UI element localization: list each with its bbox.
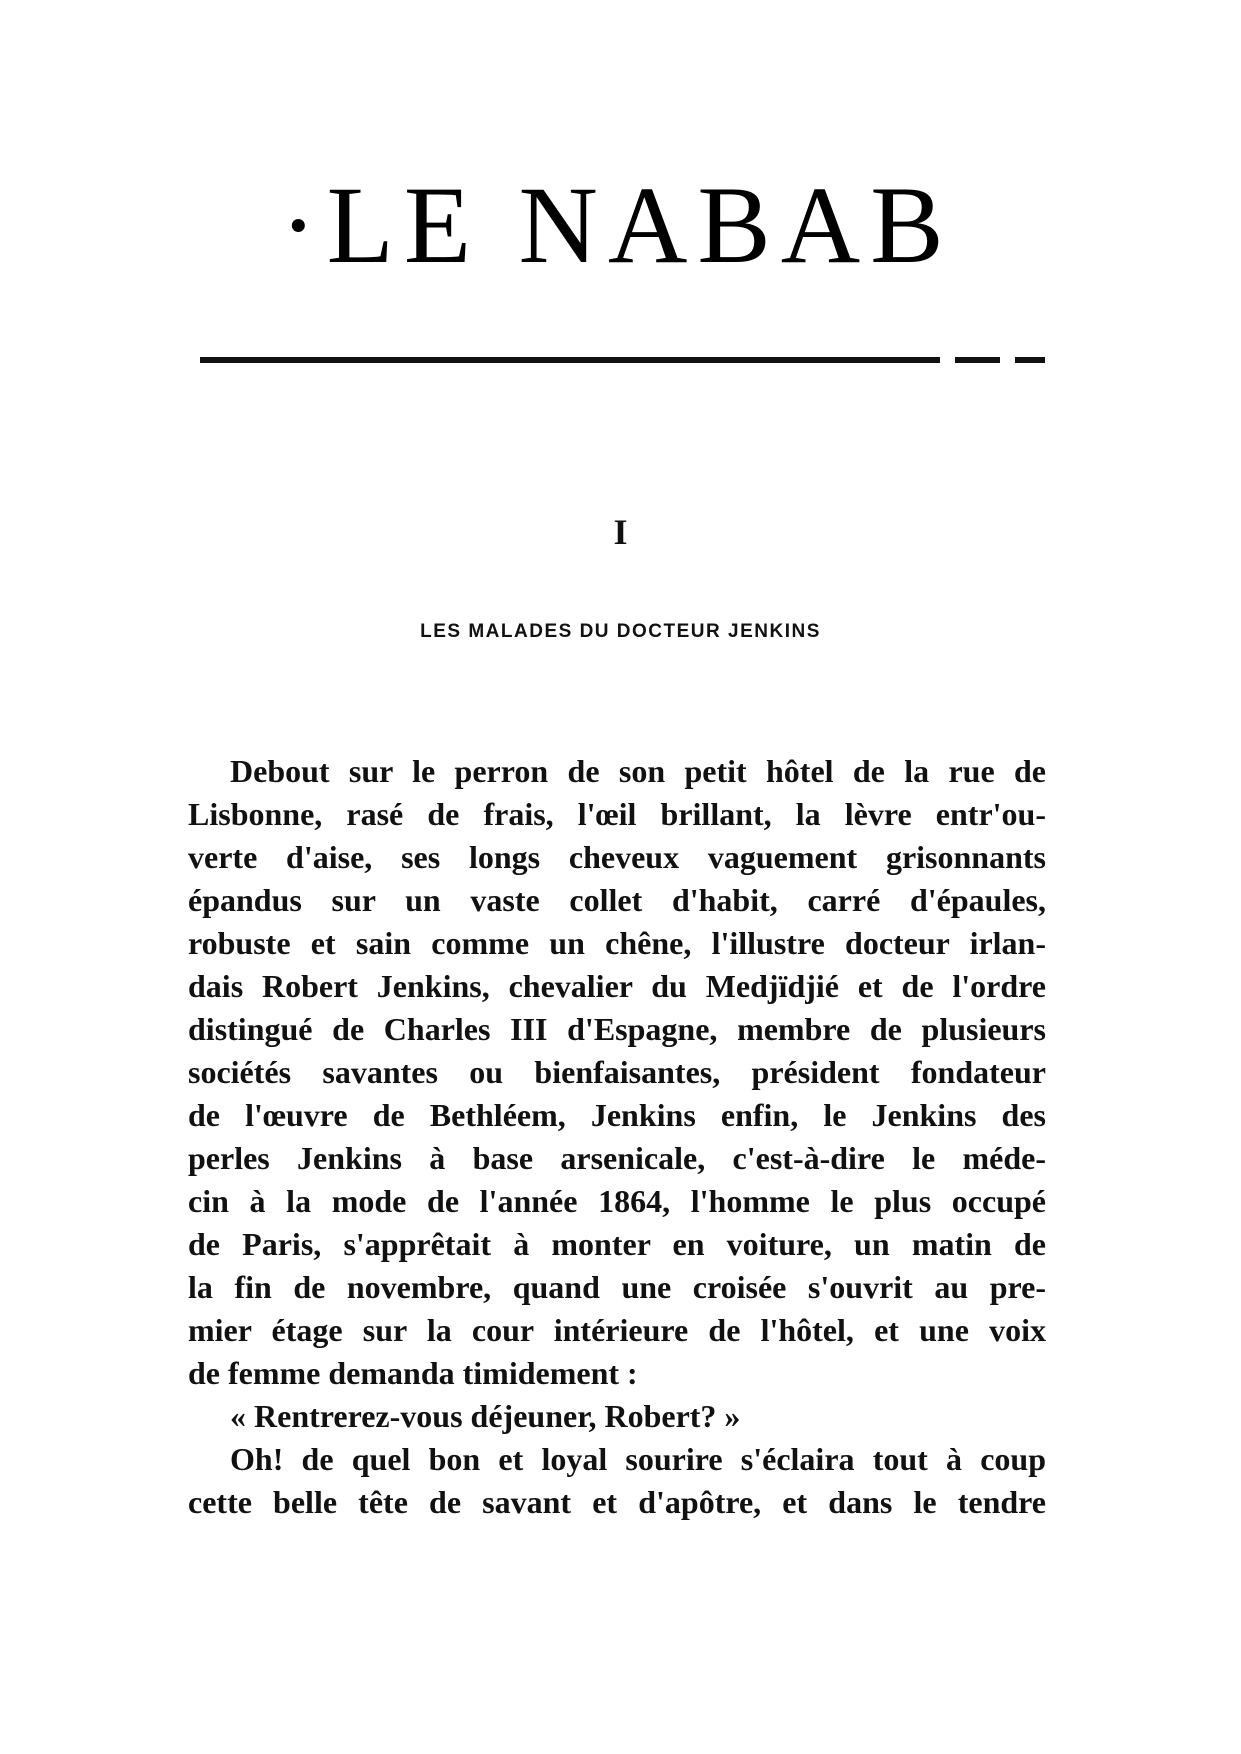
text-line: perles Jenkins à base arsenicale, c'est-à-dire le méde- bbox=[188, 1140, 1046, 1176]
text-line: de l'œuvre de Bethléem, Jenkins enfin, le Jenkins des bbox=[188, 1097, 1046, 1133]
text-line: de Paris, s'apprêtait à monter en voiture, un matin de bbox=[188, 1226, 1046, 1262]
text-line: distingué de Charles III d'Espagne, membre de plusieurs bbox=[188, 1011, 1046, 1047]
title-rule-segment bbox=[1015, 357, 1045, 363]
title-rule bbox=[200, 357, 940, 363]
text-line: dais Robert Jenkins, chevalier du Medjïdjié et de l'ordre bbox=[188, 968, 1046, 1004]
chapter-title: LES MALADES DU DOCTEUR JENKINS bbox=[420, 621, 821, 642]
text-line: verte d'aise, ses longs cheveux vaguement grisonnants bbox=[188, 839, 1046, 875]
text-line: sociétés savantes ou bienfaisantes, président fondateur bbox=[188, 1054, 1046, 1090]
chapter-number: I bbox=[613, 512, 628, 552]
text-line: de femme demanda timidement : bbox=[188, 1355, 638, 1391]
text-line: Oh! de quel bon et loyal sourire s'éclaira tout à coup bbox=[230, 1441, 1046, 1477]
text-line: mier étage sur la cour intérieure de l'hôtel, et une voix bbox=[188, 1312, 1046, 1348]
text-line: cette belle tête de savant et d'apôtre, et dans le tendre bbox=[188, 1484, 1046, 1520]
title-rule-segment bbox=[955, 357, 1000, 363]
text-line: cin à la mode de l'année 1864, l'homme le plus occupé bbox=[188, 1183, 1046, 1219]
body-text bbox=[188, 750, 1046, 1524]
text-line: Lisbonne, rasé de frais, l'œil brillant, la lèvre entr'ou- bbox=[188, 796, 1046, 832]
book-title: ·LE NABAB bbox=[280, 164, 954, 286]
text-line: « Rentrerez-vous déjeuner, Robert? » bbox=[230, 1398, 741, 1434]
text-line: la fin de novembre, quand une croisée s'ouvrit au pre- bbox=[188, 1269, 1046, 1305]
text-line: épandus sur un vaste collet d'habit, carré d'épaules, bbox=[188, 882, 1046, 918]
text-line: robuste et sain comme un chêne, l'illustre docteur irlan- bbox=[188, 925, 1046, 961]
text-line: Debout sur le perron de son petit hôtel de la rue de bbox=[230, 753, 1046, 789]
